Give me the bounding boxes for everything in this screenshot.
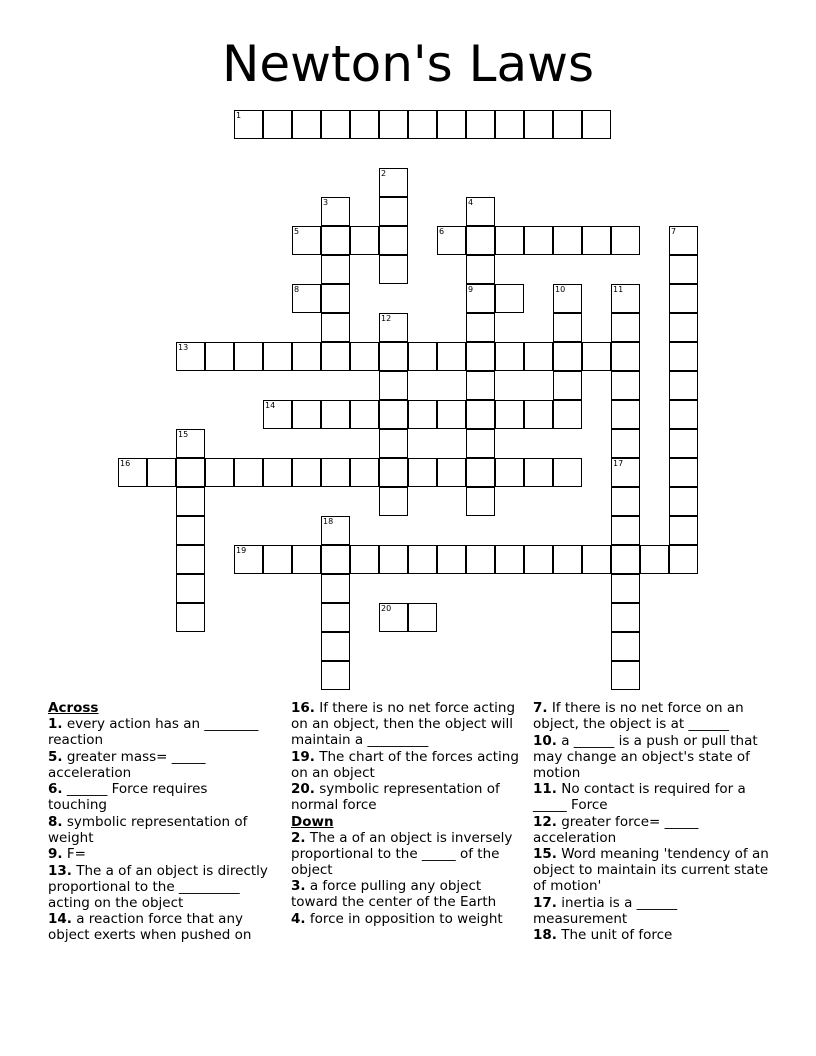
grid-cell[interactable] bbox=[669, 545, 698, 574]
down-clue-17: 17. inertia is a ______ measurement bbox=[533, 894, 678, 927]
grid-cell[interactable] bbox=[611, 284, 640, 313]
grid-cell[interactable] bbox=[321, 516, 350, 545]
puzzle-title: Newton's Laws bbox=[221, 35, 595, 93]
clues-column-2 bbox=[291, 700, 521, 927]
grid-cell[interactable] bbox=[524, 226, 553, 255]
grid-cell[interactable] bbox=[553, 458, 582, 487]
grid-cell[interactable] bbox=[669, 342, 698, 371]
grid-cell[interactable] bbox=[553, 226, 582, 255]
clue-number: 20 bbox=[381, 604, 392, 613]
grid-cell[interactable] bbox=[408, 603, 437, 632]
grid-cell[interactable] bbox=[379, 342, 408, 371]
grid-cell[interactable] bbox=[176, 545, 205, 574]
grid-cell[interactable] bbox=[292, 110, 321, 139]
clue-number: 8 bbox=[294, 285, 300, 294]
clue-number: 17 bbox=[613, 459, 624, 468]
grid-cell[interactable] bbox=[437, 226, 466, 255]
down-clue-18: 18. The unit of force bbox=[533, 927, 673, 943]
clue-number: 14 bbox=[265, 401, 276, 410]
grid-cell[interactable] bbox=[611, 574, 640, 603]
grid-cell[interactable] bbox=[234, 110, 263, 139]
grid-cell[interactable] bbox=[176, 458, 205, 487]
grid-cell[interactable] bbox=[611, 226, 640, 255]
grid-cell[interactable] bbox=[379, 255, 408, 284]
down-clue-11: 11. No contact is required for a _____ Force bbox=[533, 781, 746, 813]
grid-cell[interactable] bbox=[321, 458, 350, 487]
grid-cell[interactable] bbox=[437, 458, 466, 487]
grid-cell[interactable] bbox=[582, 342, 611, 371]
clue-number: 13 bbox=[178, 343, 189, 352]
grid-cell[interactable] bbox=[669, 371, 698, 400]
grid-cell[interactable] bbox=[466, 226, 495, 255]
clue-number: 6 bbox=[439, 227, 445, 236]
grid-cell[interactable] bbox=[234, 458, 263, 487]
grid-cell[interactable] bbox=[466, 313, 495, 342]
grid-cell[interactable] bbox=[176, 516, 205, 545]
grid-cell[interactable] bbox=[611, 487, 640, 516]
grid-cell[interactable] bbox=[234, 342, 263, 371]
grid-cell[interactable] bbox=[350, 110, 379, 139]
across-clue-1: 1. every action has an ________ reaction bbox=[48, 716, 259, 748]
grid-cell[interactable] bbox=[292, 400, 321, 429]
grid-cell[interactable] bbox=[669, 255, 698, 284]
grid-cell[interactable] bbox=[176, 603, 205, 632]
grid-cell[interactable] bbox=[379, 197, 408, 226]
grid-cell[interactable] bbox=[524, 400, 553, 429]
grid-cell[interactable] bbox=[553, 313, 582, 342]
grid-cell[interactable] bbox=[379, 545, 408, 574]
grid-cell[interactable] bbox=[466, 487, 495, 516]
grid-cell[interactable] bbox=[669, 400, 698, 429]
down-clue-3: 3. a force pulling any object toward the center of the Earth bbox=[291, 878, 497, 910]
grid-cell[interactable] bbox=[495, 458, 524, 487]
grid-cell[interactable] bbox=[669, 429, 698, 458]
clue-number: 19 bbox=[236, 546, 247, 555]
grid-cell[interactable] bbox=[321, 661, 350, 690]
grid-cell[interactable] bbox=[408, 400, 437, 429]
grid-cell[interactable] bbox=[176, 342, 205, 371]
grid-cell[interactable] bbox=[176, 429, 205, 458]
grid-cell[interactable] bbox=[611, 661, 640, 690]
grid-cell[interactable] bbox=[611, 313, 640, 342]
grid-cell[interactable] bbox=[379, 400, 408, 429]
down-clue-15: 15. Word meaning 'tendency of an object to maintain its current state of motion' bbox=[533, 846, 769, 894]
grid-cell[interactable] bbox=[292, 458, 321, 487]
grid-cell[interactable] bbox=[292, 226, 321, 255]
grid-cell[interactable] bbox=[466, 545, 495, 574]
grid-cell[interactable] bbox=[321, 342, 350, 371]
grid-cell[interactable] bbox=[466, 342, 495, 371]
grid-cell[interactable] bbox=[611, 603, 640, 632]
grid-cell[interactable] bbox=[495, 110, 524, 139]
grid-cell[interactable] bbox=[611, 458, 640, 487]
grid-cell[interactable] bbox=[205, 342, 234, 371]
across-clue-13: 13. The a of an object is directly proportional to the _________ acting on the object bbox=[48, 862, 268, 911]
grid-cell[interactable] bbox=[466, 458, 495, 487]
grid-cell[interactable] bbox=[553, 400, 582, 429]
grid-cell[interactable] bbox=[466, 284, 495, 313]
across-clue-14: 14. a reaction force that any object exerts when pushed on bbox=[48, 911, 252, 943]
grid-cell[interactable] bbox=[524, 545, 553, 574]
down-clue-4: 4. force in opposition to weight bbox=[291, 910, 503, 927]
grid-cell[interactable] bbox=[611, 632, 640, 661]
grid-cell[interactable] bbox=[408, 110, 437, 139]
grid-cell[interactable] bbox=[524, 342, 553, 371]
grid-cell[interactable] bbox=[321, 632, 350, 661]
grid-cell[interactable] bbox=[640, 545, 669, 574]
grid-cell[interactable] bbox=[263, 342, 292, 371]
grid-cell[interactable] bbox=[292, 284, 321, 313]
grid-cell[interactable] bbox=[611, 545, 640, 574]
grid-cell[interactable] bbox=[437, 110, 466, 139]
grid-cell[interactable] bbox=[350, 545, 379, 574]
grid-cell[interactable] bbox=[669, 458, 698, 487]
grid-cell[interactable] bbox=[495, 400, 524, 429]
grid-cell[interactable] bbox=[176, 487, 205, 516]
clue-number: 12 bbox=[381, 314, 392, 323]
down-clue-2: 2. The a of an object is inversely proportional to the _____ of the object bbox=[291, 829, 513, 878]
clue-number: 11 bbox=[613, 285, 624, 294]
grid-cell[interactable] bbox=[350, 400, 379, 429]
grid-cell[interactable] bbox=[350, 342, 379, 371]
grid-cell[interactable] bbox=[524, 110, 553, 139]
grid-cell[interactable] bbox=[321, 226, 350, 255]
grid-cell[interactable] bbox=[408, 342, 437, 371]
grid-cell[interactable] bbox=[582, 110, 611, 139]
grid-cell[interactable] bbox=[611, 371, 640, 400]
grid-cell[interactable] bbox=[553, 284, 582, 313]
grid-cell[interactable] bbox=[263, 400, 292, 429]
grid-cell[interactable] bbox=[408, 458, 437, 487]
clue-number: 4 bbox=[468, 198, 474, 207]
across-clue-16: 16. If there is no net force acting on an object, then the object will maintain a _________ bbox=[291, 700, 516, 748]
grid-cell[interactable] bbox=[292, 342, 321, 371]
grid-cell[interactable] bbox=[379, 168, 408, 197]
across-clue-19: 19. The chart of the forces acting on an object bbox=[291, 748, 519, 781]
grid-cell[interactable] bbox=[669, 516, 698, 545]
grid-cell[interactable] bbox=[147, 458, 176, 487]
grid-cell[interactable] bbox=[466, 371, 495, 400]
across-clue-6: 6. ______ Force requires touching bbox=[48, 781, 208, 813]
grid-cell[interactable] bbox=[379, 313, 408, 342]
grid-cell[interactable] bbox=[321, 197, 350, 226]
clue-number: 18 bbox=[323, 517, 334, 526]
clues-column-1 bbox=[48, 700, 270, 944]
grid-cell[interactable] bbox=[466, 400, 495, 429]
grid-cell[interactable] bbox=[524, 458, 553, 487]
grid-cell[interactable] bbox=[495, 226, 524, 255]
grid-cell[interactable] bbox=[582, 545, 611, 574]
grid-cell[interactable] bbox=[466, 197, 495, 226]
grid-cell[interactable] bbox=[495, 284, 524, 313]
across-clue-8: 8. symbolic representation of weight bbox=[48, 813, 248, 846]
grid-cell[interactable] bbox=[379, 371, 408, 400]
grid-cell[interactable] bbox=[234, 545, 263, 574]
grid-cell[interactable] bbox=[553, 342, 582, 371]
grid-cell[interactable] bbox=[321, 574, 350, 603]
grid-cell[interactable] bbox=[263, 110, 292, 139]
grid-cell[interactable] bbox=[321, 255, 350, 284]
grid-cell[interactable] bbox=[669, 487, 698, 516]
clue-number: 16 bbox=[120, 459, 131, 468]
grid-cell[interactable] bbox=[176, 574, 205, 603]
grid-cell[interactable] bbox=[379, 226, 408, 255]
across-heading: Across bbox=[48, 700, 99, 716]
grid-cell[interactable] bbox=[437, 400, 466, 429]
grid-cell[interactable] bbox=[379, 487, 408, 516]
grid-cell[interactable] bbox=[379, 110, 408, 139]
grid-cell[interactable] bbox=[350, 458, 379, 487]
clue-number: 3 bbox=[323, 198, 329, 207]
grid-cell[interactable] bbox=[495, 545, 524, 574]
grid-cell[interactable] bbox=[611, 400, 640, 429]
clue-number: 9 bbox=[468, 285, 474, 294]
grid-cell[interactable] bbox=[553, 110, 582, 139]
clue-number: 2 bbox=[381, 169, 387, 178]
grid-cell[interactable] bbox=[437, 545, 466, 574]
clue-number: 1 bbox=[236, 111, 242, 120]
grid-cell[interactable] bbox=[582, 226, 611, 255]
clue-number: 15 bbox=[178, 430, 189, 439]
grid-cell[interactable] bbox=[118, 458, 147, 487]
grid-cell[interactable] bbox=[669, 313, 698, 342]
grid-cell[interactable] bbox=[669, 226, 698, 255]
down-heading: Down bbox=[291, 813, 334, 830]
grid-cell[interactable] bbox=[553, 371, 582, 400]
grid-cell[interactable] bbox=[263, 545, 292, 574]
grid-cell[interactable] bbox=[466, 255, 495, 284]
grid-cell[interactable] bbox=[321, 603, 350, 632]
grid-cell[interactable] bbox=[611, 342, 640, 371]
grid-cell[interactable] bbox=[205, 458, 234, 487]
clues-column-3 bbox=[533, 700, 773, 944]
grid-cell[interactable] bbox=[611, 516, 640, 545]
clue-number: 5 bbox=[294, 227, 300, 236]
down-clue-10: 10. a ______ is a push or pull that may change an object's state of motion bbox=[533, 732, 758, 781]
across-clue-9: 9. F= bbox=[48, 846, 86, 862]
grid-cell[interactable] bbox=[263, 458, 292, 487]
grid-cell[interactable] bbox=[321, 284, 350, 313]
across-clue-20: 20. symbolic representation of normal force bbox=[291, 781, 500, 813]
across-clue-5: 5. greater mass= _____ acceleration bbox=[48, 748, 206, 781]
grid-cell[interactable] bbox=[437, 342, 466, 371]
grid-cell[interactable] bbox=[495, 342, 524, 371]
grid-cell[interactable] bbox=[321, 313, 350, 342]
grid-cell[interactable] bbox=[379, 458, 408, 487]
clue-number: 10 bbox=[555, 285, 566, 294]
grid-cell[interactable] bbox=[669, 284, 698, 313]
down-clue-7: 7. If there is no net force on an object, the object is at ______ bbox=[533, 700, 744, 732]
grid-cell[interactable] bbox=[321, 545, 350, 574]
grid-cell[interactable] bbox=[321, 400, 350, 429]
grid-cell[interactable] bbox=[292, 545, 321, 574]
grid-cell[interactable] bbox=[466, 429, 495, 458]
grid-cell[interactable] bbox=[379, 429, 408, 458]
grid-cell[interactable] bbox=[611, 429, 640, 458]
down-clue-12: 12. greater force= _____ acceleration bbox=[533, 813, 699, 846]
grid-cell[interactable] bbox=[350, 226, 379, 255]
grid-cell[interactable] bbox=[321, 110, 350, 139]
grid-cell[interactable] bbox=[466, 110, 495, 139]
grid-cell[interactable] bbox=[553, 545, 582, 574]
grid-cell[interactable] bbox=[408, 545, 437, 574]
grid-cell[interactable] bbox=[379, 603, 408, 632]
clue-number: 7 bbox=[671, 227, 677, 236]
